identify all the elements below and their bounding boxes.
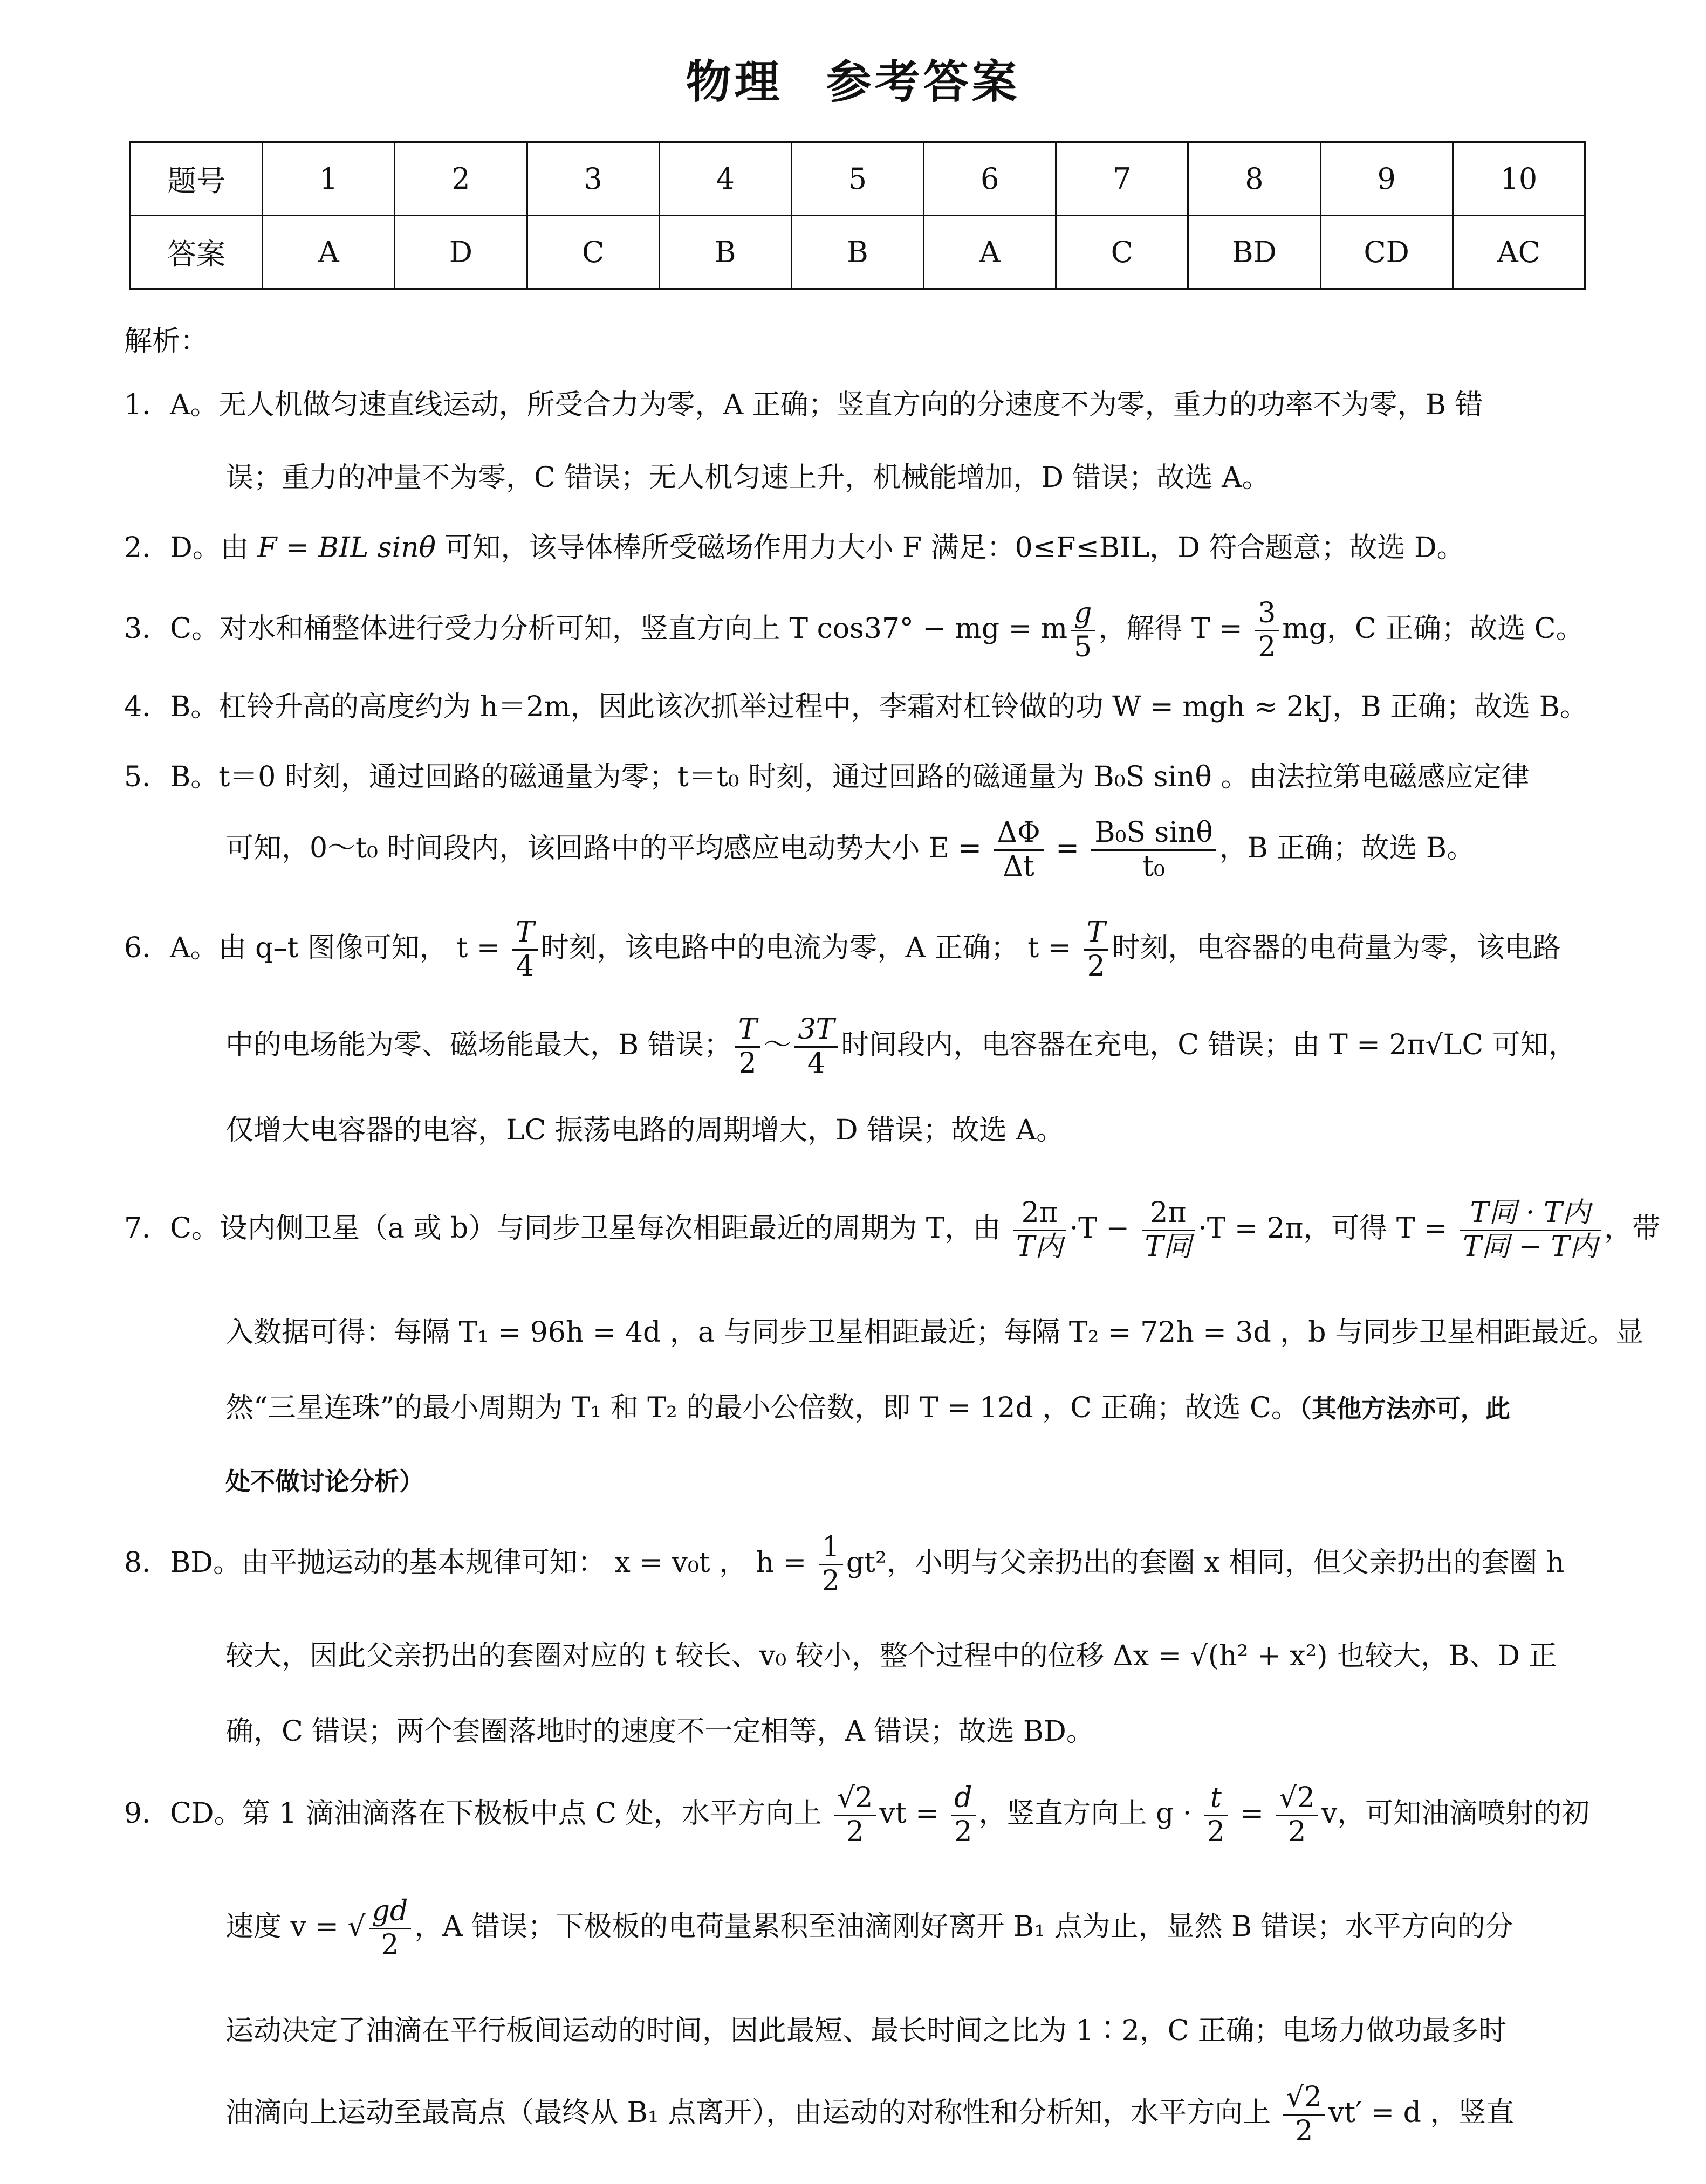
q6-line1: 6．A。由 q–t 图像可知， t = $\frac{T}{4}$ 时刻，该电路中的电流为零，A 正确； t = $\frac{T}{2}$ 时刻，电容器的电荷量为零，该电路 <box>124 916 1561 983</box>
q9-frac1: $\frac{√2}{2}$ <box>834 1782 876 1849</box>
table-cell: C <box>527 216 659 289</box>
q1-line2: 误；重力的冲量不为零，C 错误；无人机匀速上升，机械能增加，D 错误；故选 A。 <box>225 462 1270 494</box>
table-cell: 8 <box>1188 142 1320 216</box>
table-cell: 5 <box>791 142 923 216</box>
answer-table <box>129 141 1586 290</box>
q7-frac1: $\frac{2\pi}{\text{T内}}$ <box>1013 1197 1066 1263</box>
q5-frac1: $\frac{\Delta\Phi}{\Delta t}$ <box>994 817 1043 883</box>
q9-line2: 速度 v = √ $\frac{gd}{2}$ ，A 错误；下极板的电荷量累积至油滴刚好离开 B₁ 点为止，显然 B 错误；水平方向的分 <box>225 1895 1513 1961</box>
q3-pre: 3．C。对水和桶整体进行受力分析可知，竖直方向上 T cos37° − mg = m <box>124 612 1068 645</box>
table-cell: D <box>395 216 527 289</box>
table-cell: 2 <box>395 142 527 216</box>
q5-line2: 可知，0～t₀ 时间段内，该回路中的平均感应电动势大小 E = $\frac{\Delta\Phi}{\Delta t}$ = $\frac{\text{B₀S sinθ}}{\text{t₀}}$ ，B 正确；故选 B。 <box>225 816 1475 883</box>
section-label: 解析： <box>124 325 209 358</box>
q3-post: mg，C 正确；故选 C。 <box>1282 612 1584 645</box>
q5-line1: 5．B。t＝0 时刻，通过回路的磁通量为零；t＝t₀ 时刻，通过回路的磁通量为 B₀S sinθ 。由法拉第电磁感应定律 <box>124 761 1530 793</box>
q7-line3: 然“三星连珠”的最小周期为 T₁ 和 T₂ 的最小公倍数，即 T = 12d ，C 正确；故选 C。（其他方法亦可，此 <box>225 1392 1510 1424</box>
q6-frac1: $\frac{T}{4}$ <box>512 917 538 983</box>
q5-frac2: $\frac{\text{B₀S sinθ}}{\text{t₀}}$ <box>1091 817 1216 883</box>
q9-frac5: $\frac{gd}{2}$ <box>369 1895 412 1962</box>
q2-pre: 2．D。由 <box>124 532 258 564</box>
table-cell: BD <box>1188 216 1320 289</box>
q1-line1: 1．A。无人机做匀速直线运动，所受合力为零，A 正确；竖直方向的分速度不为零，重力的功率不为零，B 错 <box>124 389 1483 421</box>
q9-frac3: $\frac{t}{2}$ <box>1204 1782 1228 1849</box>
q2-formula: F = BIL sinθ <box>257 532 436 564</box>
q9-frac4: $\frac{√2}{2}$ <box>1276 1782 1318 1849</box>
row-header: 答案 <box>131 216 263 289</box>
table-cell: 6 <box>924 142 1056 216</box>
q4-line: 4．B。杠铃升高的高度约为 h＝2m，因此该次抓举过程中，李霜对杠铃做的功 W = mgh ≈ 2kJ，B 正确；故选 B。 <box>124 691 1588 723</box>
q9-frac2: $\frac{d}{2}$ <box>951 1782 975 1849</box>
q2-post: 可知，该导体棒所受磁场作用力大小 F 满足：0≤F≤BIL，D 符合题意；故选 D。 <box>435 532 1465 564</box>
table-cell: AC <box>1453 216 1585 289</box>
table-cell: 9 <box>1320 142 1453 216</box>
table-cell: B <box>659 216 791 289</box>
q6-frac2: $\frac{T}{2}$ <box>1084 917 1109 983</box>
q3-line <box>124 597 1584 664</box>
q2-line <box>124 531 1465 565</box>
table-cell: 7 <box>1056 142 1188 216</box>
q7-frac2: $\frac{2\pi}{\text{T同}}$ <box>1142 1197 1195 1263</box>
title-label: 参考答案 <box>826 56 1020 108</box>
q6-line3: 仅增大电容器的电容，LC 振荡电路的周期增大，D 错误；故选 A。 <box>225 1114 1065 1146</box>
q6-frac4: $\frac{3T}{4}$ <box>794 1014 838 1080</box>
q9-line3: 运动决定了油滴在平行板间运动的时间，因此最短、最长时间之比为 1∶2，C 正确；电场力做功最多时 <box>225 2015 1507 2047</box>
q8-frac1: $\frac{1}{2}$ <box>819 1531 843 1598</box>
q7-line1: 7．C。设内侧卫星（a 或 b）与同步卫星每次相距最近的周期为 T，由 $\frac{2\pi}{\text{T内}}$ ·T − $\frac{2\pi}{\text{T同}}$ ·T = 2π，可得 T = $\frac{\text{T同 · T内}}{\text{T同 − T内}}$ ，带 <box>124 1197 1661 1263</box>
table-row <box>131 216 1585 289</box>
table-row <box>131 142 1585 216</box>
q7-line4: 处不做讨论分析） <box>225 1467 424 1496</box>
table-cell: C <box>1056 216 1188 289</box>
q9-line4: 油滴向上运动至最高点（最终从 B₁ 点离开），由运动的对称性和分析知，水平方向上 $\frac{√2}{2}$ vt′ = d ，竖直 <box>225 2081 1515 2147</box>
table-cell: A <box>263 216 395 289</box>
q6-frac3: $\frac{T}{2}$ <box>735 1014 760 1080</box>
q8-line3: 确，C 错误；两个套圈落地时的速度不一定相等，A 错误；故选 BD。 <box>225 1715 1094 1748</box>
table-cell: 10 <box>1453 142 1585 216</box>
row-header: 题号 <box>131 142 263 216</box>
table-cell: 3 <box>527 142 659 216</box>
page-title <box>0 46 1706 111</box>
table-cell: 4 <box>659 142 791 216</box>
table-cell: B <box>791 216 923 289</box>
q8-line2: 较大，因此父亲扔出的套圈对应的 t 较长、v₀ 较小，整个过程中的位移 Δx = √(h² + x²) 也较大，B、D 正 <box>225 1640 1557 1672</box>
q9-line1: 9．CD。第 1 滴油滴落在下极板中点 C 处，水平方向上 $\frac{√2}{2}$ vt = $\frac{d}{2}$ ，竖直方向上 g · $\frac{t}{2}$ = $\frac{√2}{2}$ v，可知油滴喷射的初 <box>124 1782 1590 1848</box>
title-subject: 物理 <box>686 56 783 108</box>
q3-frac1: $\frac{g}{5}$ <box>1071 597 1095 664</box>
q8-line1: 8．BD。由平抛运动的基本规律可知： x = v₀t ， h = $\frac{1}{2}$ gt²，小明与父亲扔出的套圈 x 相同，但父亲扔出的套圈 h <box>124 1531 1565 1597</box>
q7-line2: 入数据可得：每隔 T₁ = 96h = 4d ，a 与同步卫星相距最近；每隔 T₂ = 72h = 3d ，b 与同步卫星相距最近。显 <box>225 1316 1644 1349</box>
table-cell: CD <box>1320 216 1453 289</box>
q3-mid: ，解得 T = <box>1098 612 1252 645</box>
table-cell: 1 <box>263 142 395 216</box>
q7-frac3: $\frac{\text{T同 · T内}}{\text{T同 − T内}}$ <box>1460 1197 1601 1263</box>
q9-frac6: $\frac{√2}{2}$ <box>1283 2082 1325 2148</box>
q3-frac2: $\frac{3}{2}$ <box>1255 597 1279 664</box>
table-cell: A <box>924 216 1056 289</box>
q6-line2: 中的电场能为零、磁场能最大，B 错误； $\frac{T}{2}$ ～ $\frac{3T}{4}$ 时间段内，电容器在充电，C 错误；由 T = 2π√LC 可知， <box>225 1013 1577 1080</box>
